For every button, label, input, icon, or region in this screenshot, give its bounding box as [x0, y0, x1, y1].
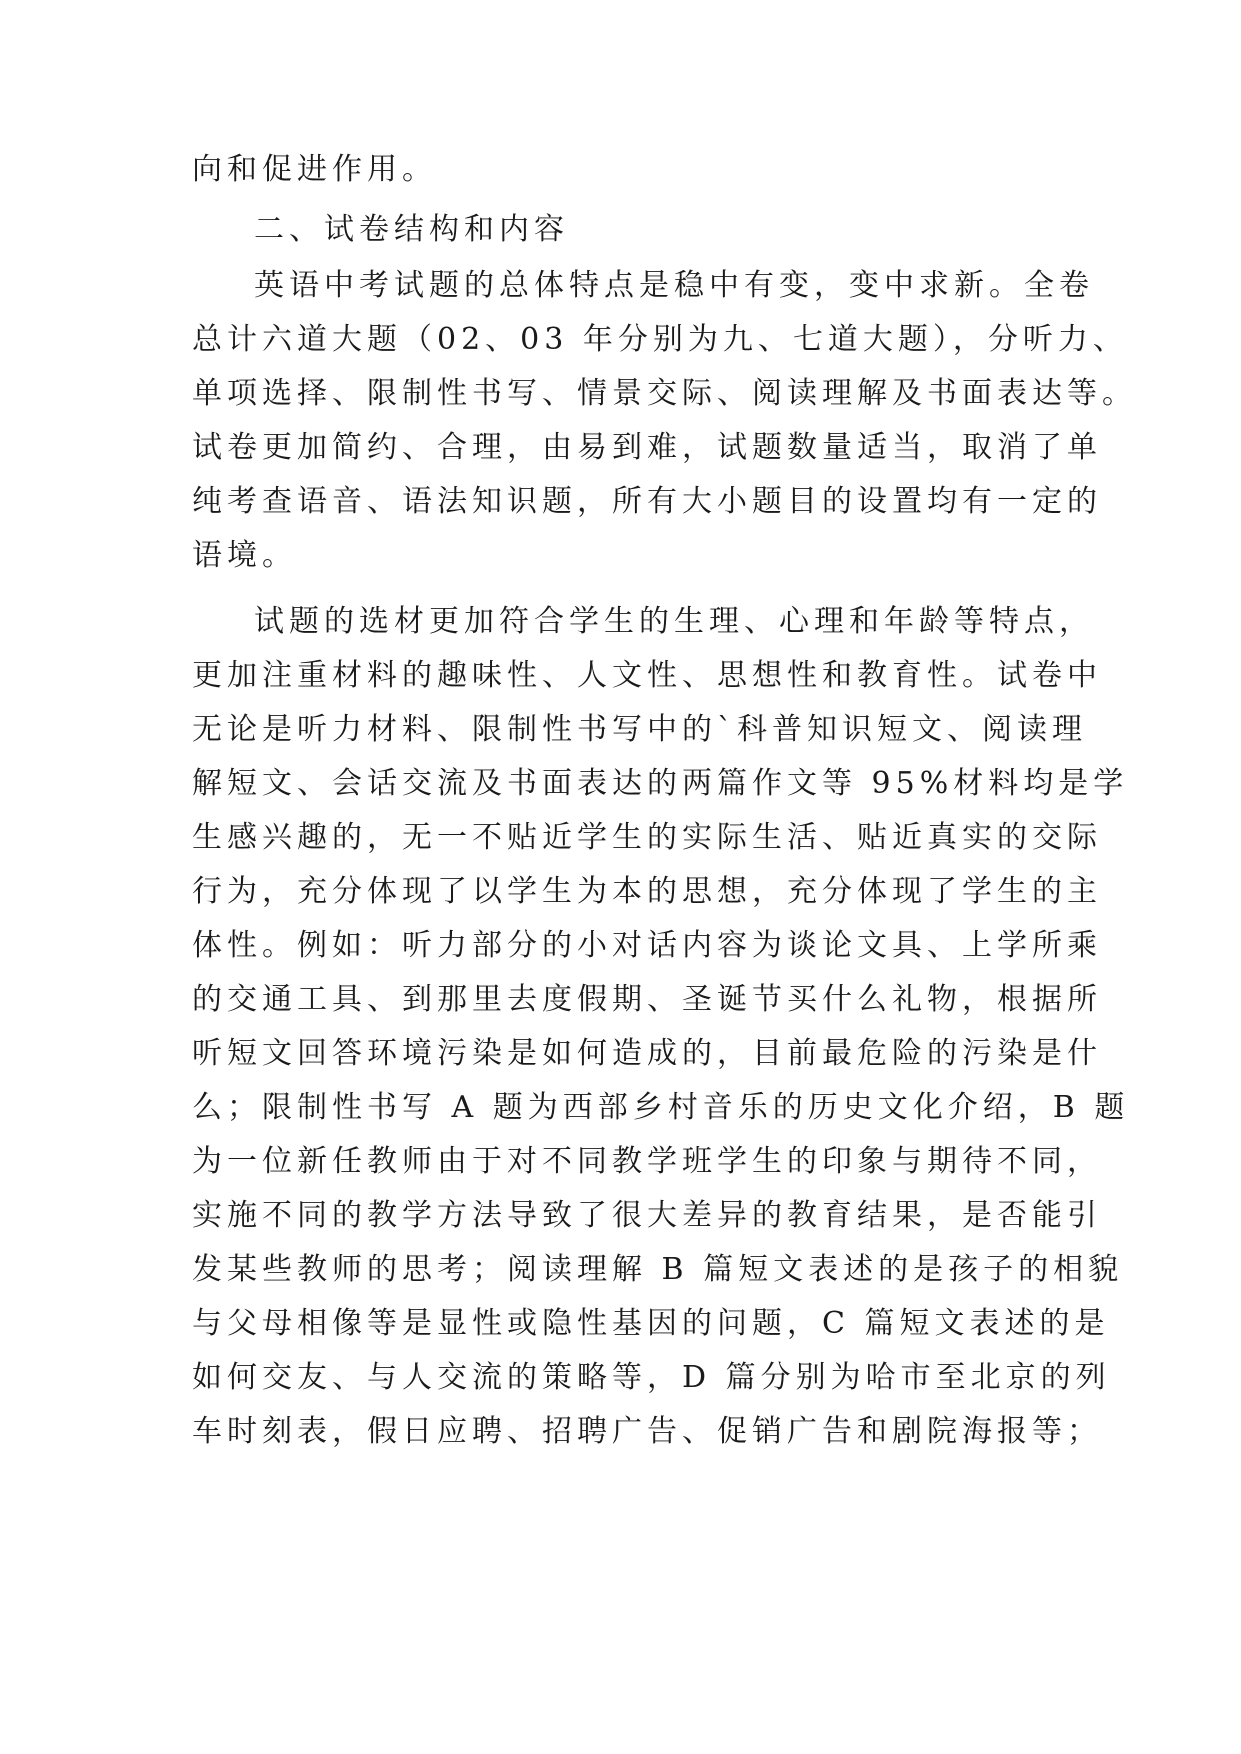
text-line: 无论是听力材料、限制性书写中的`科普知识短文、阅读理: [192, 712, 1087, 747]
text-line: 解短文、会话交流及书面表达的两篇作文等 95%材料均是学: [192, 766, 1129, 801]
text-line: 的交通工具、到那里去度假期、圣诞节买什么礼物，根据所: [192, 982, 1102, 1017]
text-line: 与父母相像等是显性或隐性基因的问题，C 篇短文表述的是: [192, 1306, 1110, 1341]
text-line: 为一位新任教师由于对不同教学班学生的印象与期待不同，: [192, 1144, 1102, 1179]
text-line: 向和促进作用。: [192, 152, 437, 187]
text-line: 纯考查语音、语法知识题，所有大小题目的设置均有一定的: [192, 484, 1102, 519]
text-line: 么；限制性书写 A 题为西部乡村音乐的历史文化介绍，B 题: [192, 1090, 1130, 1125]
section-heading: 二、试卷结构和内容: [254, 212, 569, 247]
text-line: 试卷更加简约、合理，由易到难，试题数量适当，取消了单: [192, 430, 1102, 465]
text-line: 如何交友、与人交流的策略等，D 篇分别为哈市至北京的列: [192, 1360, 1111, 1395]
text-line: 实施不同的教学方法导致了很大差异的教育结果，是否能引: [192, 1198, 1102, 1233]
text-line: 体性。例如：听力部分的小对话内容为谈论文具、上学所乘: [192, 928, 1102, 963]
text-line: 总计六道大题（02、03 年分别为九、七道大题），分听力、: [192, 322, 1128, 357]
text-line: 车时刻表，假日应聘、招聘广告、促销广告和剧院海报等；: [192, 1414, 1102, 1449]
text-line: 听短文回答环境污染是如何造成的，目前最危险的污染是什: [192, 1036, 1102, 1071]
text-line: 英语中考试题的总体特点是稳中有变，变中求新。全卷: [254, 268, 1094, 303]
text-line: 生感兴趣的，无一不贴近学生的实际生活、贴近真实的交际: [192, 820, 1102, 855]
text-line: 单项选择、限制性书写、情景交际、阅读理解及书面表达等。: [192, 376, 1137, 411]
text-line: 更加注重材料的趣味性、人文性、思想性和教育性。试卷中: [192, 658, 1102, 693]
text-line: 发某些教师的思考；阅读理解 B 篇短文表述的是孩子的相貌: [192, 1252, 1124, 1287]
text-line: 行为，充分体现了以学生为本的思想，充分体现了学生的主: [192, 874, 1102, 909]
text-line: 语境。: [192, 538, 297, 573]
text-line: 试题的选材更加符合学生的生理、心理和年龄等特点，: [254, 604, 1094, 639]
